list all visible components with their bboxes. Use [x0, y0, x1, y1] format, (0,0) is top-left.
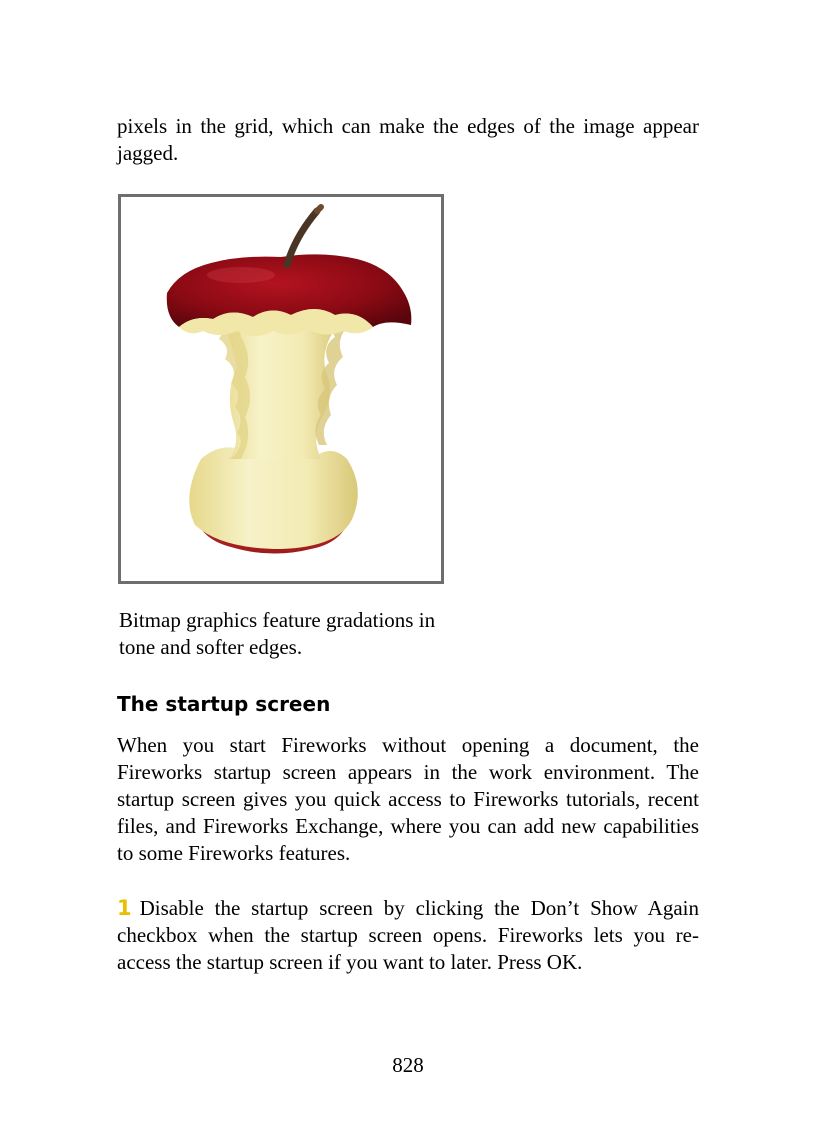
section-body-paragraph: When you start Fireworks without opening a document, the Fireworks startup screen appears in the work environment. The startup screen gives you quick access to Fireworks tutorials, recent files, and Fireworks Exchange, where you can add new capabilities to some Fireworks features. [117, 733, 699, 865]
page-number: 828 [392, 1053, 424, 1077]
section-heading: The startup screen [117, 692, 331, 716]
figure-caption [119, 607, 479, 661]
figure-frame [118, 194, 444, 584]
step-number: 1 [117, 896, 132, 920]
caption-line: Bitmap graphics feature gradations in [119, 608, 436, 632]
caption-line: tone and softer edges. [119, 635, 303, 659]
apple-core-image [121, 197, 441, 581]
step-text: Disable the startup screen by clicking the Don’t Show Again checkbox when the startup screen opens. Fireworks lets you re-access the startup screen if you want to later. Press OK. [117, 896, 699, 974]
step-paragraph [117, 895, 699, 976]
intro-paragraph: pixels in the grid, which can make the edges of the image appear jagged. [117, 114, 699, 165]
